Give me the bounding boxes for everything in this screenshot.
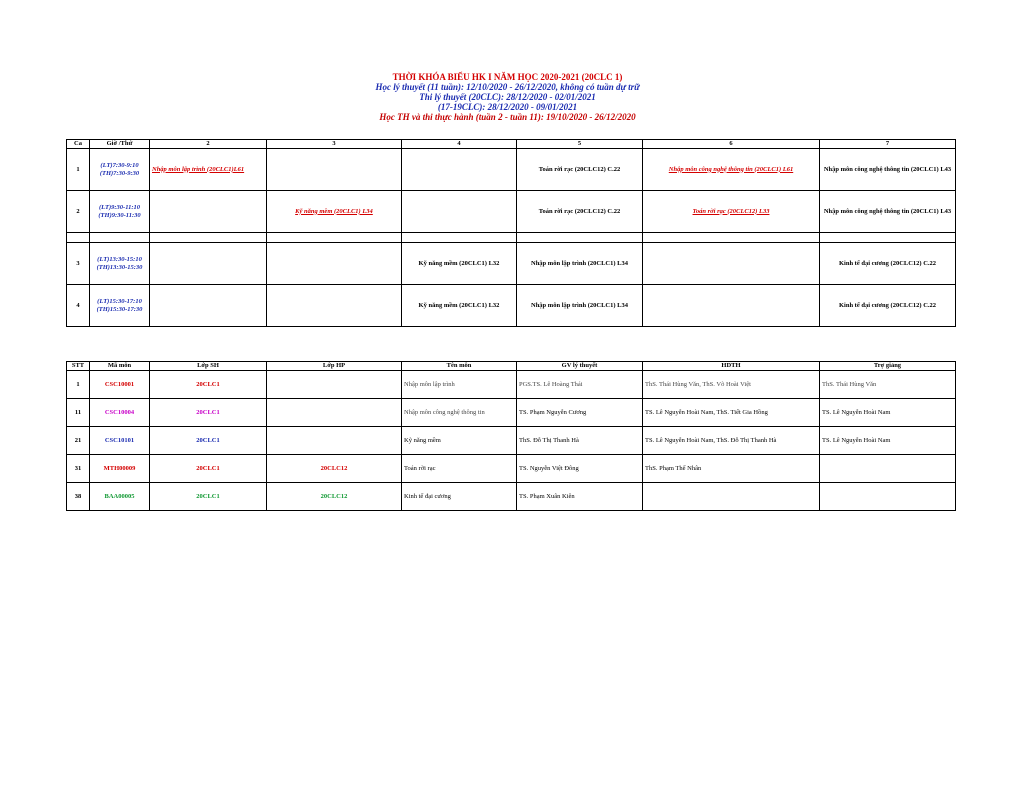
ta-cell: ThS. Thái Hùng Văn xyxy=(820,371,956,399)
time-th: (TH)9:30-11:30 xyxy=(98,211,141,219)
header-course-code: Mã môn xyxy=(90,362,150,371)
header-lecturer: GV lý thuyết xyxy=(517,362,643,371)
ta-cell: TS. Lê Nguyễn Hoài Nam xyxy=(820,427,956,455)
ca-number: 1 xyxy=(67,149,90,191)
stt-cell: 1 xyxy=(67,371,90,399)
slot-ca4-day5: Nhập môn lập trình (20CLC1) L34 xyxy=(517,285,643,327)
header-day-7: 7 xyxy=(820,140,956,149)
ta-cell xyxy=(820,483,956,511)
hdth-cell: TS. Lê Nguyễn Hoài Nam, ThS. Đỗ Thị Thanh Hà xyxy=(643,427,820,455)
slot-ca2-day7: Nhập môn công nghệ thông tin (20CLC1) L43 xyxy=(820,191,956,233)
table-row xyxy=(67,483,956,511)
courses-table xyxy=(66,361,956,511)
time-lt: (LT)9:30-11:10 xyxy=(98,203,141,211)
schedule-header-row xyxy=(67,140,956,149)
lop-sh-cell: 20CLC1 xyxy=(150,371,267,399)
header-course-name: Tên môn xyxy=(402,362,517,371)
schedule-table xyxy=(66,139,956,327)
header-ca: Ca xyxy=(67,140,90,149)
slot-ca4-day7: Kinh tế đại cương (20CLC12) C.22 xyxy=(820,285,956,327)
header-day-4: 4 xyxy=(402,140,517,149)
header-day-5: 5 xyxy=(517,140,643,149)
page-title: THỜI KHÓA BIỂU HK I NĂM HỌC 2020-2021 (20CLC 1) xyxy=(392,72,623,82)
slot-ca3-day3 xyxy=(267,243,402,285)
lop-hp-cell xyxy=(267,371,402,399)
stt-cell: 31 xyxy=(67,455,90,483)
course-code-cell: CSC10101 xyxy=(90,427,150,455)
slot-ca3-day5: Nhập môn lập trình (20CLC1) L34 xyxy=(517,243,643,285)
slot-ca1-day5: Toán rời rạc (20CLC12) C.22 xyxy=(517,149,643,191)
slot-ca1-day2: Nhập môn lập trình (20CLC1)L61 xyxy=(150,149,267,191)
lop-hp-cell: 20CLC12 xyxy=(267,455,402,483)
courses-header-row xyxy=(67,362,956,371)
course-name-cell: Kinh tế đại cương xyxy=(402,483,517,511)
time-th: (TH)7:30-9:30 xyxy=(99,169,140,177)
practice-period: Học TH và thi thực hành (tuần 2 - tuần 11): 19/10/2020 - 26/12/2020 xyxy=(379,112,636,122)
slot-ca2-day4 xyxy=(402,191,517,233)
stt-cell: 38 xyxy=(67,483,90,511)
ta-cell: TS. Lê Nguyễn Hoài Nam xyxy=(820,399,956,427)
lecturer-cell: TS. Phạm Nguyễn Cương xyxy=(517,399,643,427)
slot-ca1-day7: Nhập môn công nghệ thông tin (20CLC1) L43 xyxy=(820,149,956,191)
course-name-cell: Toán rời rạc xyxy=(402,455,517,483)
schedule-row-ca-2 xyxy=(67,191,956,233)
slot-ca4-day6 xyxy=(643,285,820,327)
header-stt: STT xyxy=(67,362,90,371)
time-th: (TH)13:30-15:30 xyxy=(96,263,143,271)
slot-ca3-day6 xyxy=(643,243,820,285)
time-cell xyxy=(90,285,150,327)
table-row xyxy=(67,399,956,427)
theory-exam-17-19clc: (17-19CLC): 28/12/2020 - 09/01/2021 xyxy=(437,102,578,112)
header-ta: Trợ giảng xyxy=(820,362,956,371)
header-day-2: 2 xyxy=(150,140,267,149)
course-code-cell: CSC10004 xyxy=(90,399,150,427)
slot-ca4-day3 xyxy=(267,285,402,327)
hdth-cell xyxy=(643,483,820,511)
header-lop-hp: Lớp HP xyxy=(267,362,402,371)
header-day-3: 3 xyxy=(267,140,402,149)
schedule-row-ca-1 xyxy=(67,149,956,191)
table-row xyxy=(67,427,956,455)
theory-period: Học lý thuyết (11 tuần): 12/10/2020 - 26/12/2020, không có tuần dự trữ xyxy=(375,82,640,92)
course-name-cell: Nhập môn lập trình xyxy=(402,371,517,399)
table-row xyxy=(67,455,956,483)
lop-sh-cell: 20CLC1 xyxy=(150,483,267,511)
slot-ca3-day2 xyxy=(150,243,267,285)
stt-cell: 11 xyxy=(67,399,90,427)
lecturer-cell: TS. Nguyễn Việt Đông xyxy=(517,455,643,483)
header-lop-sh: Lớp SH xyxy=(150,362,267,371)
hdth-cell: ThS. Thái Hùng Văn, ThS. Võ Hoài Việt xyxy=(643,371,820,399)
lop-sh-cell: 20CLC1 xyxy=(150,399,267,427)
header-hdth: HDTH xyxy=(643,362,820,371)
ca-number: 3 xyxy=(67,243,90,285)
ca-number: 2 xyxy=(67,191,90,233)
timetable-header xyxy=(60,72,955,122)
course-code-cell: MTH00009 xyxy=(90,455,150,483)
slot-ca2-day6: Toán rời rạc (20CLC12) L33 xyxy=(643,191,820,233)
course-code-cell: CSC10001 xyxy=(90,371,150,399)
course-name-cell: Nhập môn công nghệ thông tin xyxy=(402,399,517,427)
theory-exam-20clc: Thi lý thuyết (20CLC): 28/12/2020 - 02/01/2021 xyxy=(419,92,596,102)
table-row xyxy=(67,371,956,399)
slot-ca2-day5: Toán rời rạc (20CLC12) C.22 xyxy=(517,191,643,233)
slot-ca1-day6: Nhập môn công nghệ thông tin (20CLC1) L61 xyxy=(643,149,820,191)
lop-hp-cell: 20CLC12 xyxy=(267,483,402,511)
course-name-cell: Kỹ năng mềm xyxy=(402,427,517,455)
lop-hp-cell xyxy=(267,427,402,455)
time-lt: (LT)15:30-17:10 xyxy=(97,297,142,305)
header-time: Giờ /Thứ xyxy=(90,140,150,149)
slot-ca3-day4: Kỹ năng mềm (20CLC1) L32 xyxy=(402,243,517,285)
ca-number: 4 xyxy=(67,285,90,327)
time-th: (TH)15:30-17:30 xyxy=(96,305,143,313)
lop-sh-cell: 20CLC1 xyxy=(150,427,267,455)
slot-ca1-day3 xyxy=(267,149,402,191)
slot-ca4-day2 xyxy=(150,285,267,327)
slot-ca2-day3: Kỹ năng mềm (20CLC1) L34 xyxy=(267,191,402,233)
time-cell xyxy=(90,191,150,233)
schedule-row-ca-4 xyxy=(67,285,956,327)
hdth-cell: TS. Lê Nguyễn Hoài Nam, ThS. Tiết Gia Hồng xyxy=(643,399,820,427)
ta-cell xyxy=(820,455,956,483)
slot-ca4-day4: Kỹ năng mềm (20CLC1) L32 xyxy=(402,285,517,327)
lecturer-cell: TS. Phạm Xuân Kiên xyxy=(517,483,643,511)
lecturer-cell: ThS. Đỗ Thị Thanh Hà xyxy=(517,427,643,455)
schedule-row-ca-3 xyxy=(67,243,956,285)
slot-ca3-day7: Kinh tế đại cương (20CLC12) C.22 xyxy=(820,243,956,285)
lunch-gap-row xyxy=(67,233,956,243)
header-day-6: 6 xyxy=(643,140,820,149)
time-lt: (LT)13:30-15:10 xyxy=(97,255,142,263)
hdth-cell: ThS. Phạm Thế Nhân xyxy=(643,455,820,483)
time-cell xyxy=(90,149,150,191)
stt-cell: 21 xyxy=(67,427,90,455)
time-cell xyxy=(90,243,150,285)
lop-hp-cell xyxy=(267,399,402,427)
time-lt: (LT)7:30-9:10 xyxy=(100,161,139,169)
course-code-cell: BAA00005 xyxy=(90,483,150,511)
slot-ca1-day4 xyxy=(402,149,517,191)
lop-sh-cell: 20CLC1 xyxy=(150,455,267,483)
lecturer-cell: PGS.TS. Lê Hoàng Thái xyxy=(517,371,643,399)
slot-ca2-day2 xyxy=(150,191,267,233)
